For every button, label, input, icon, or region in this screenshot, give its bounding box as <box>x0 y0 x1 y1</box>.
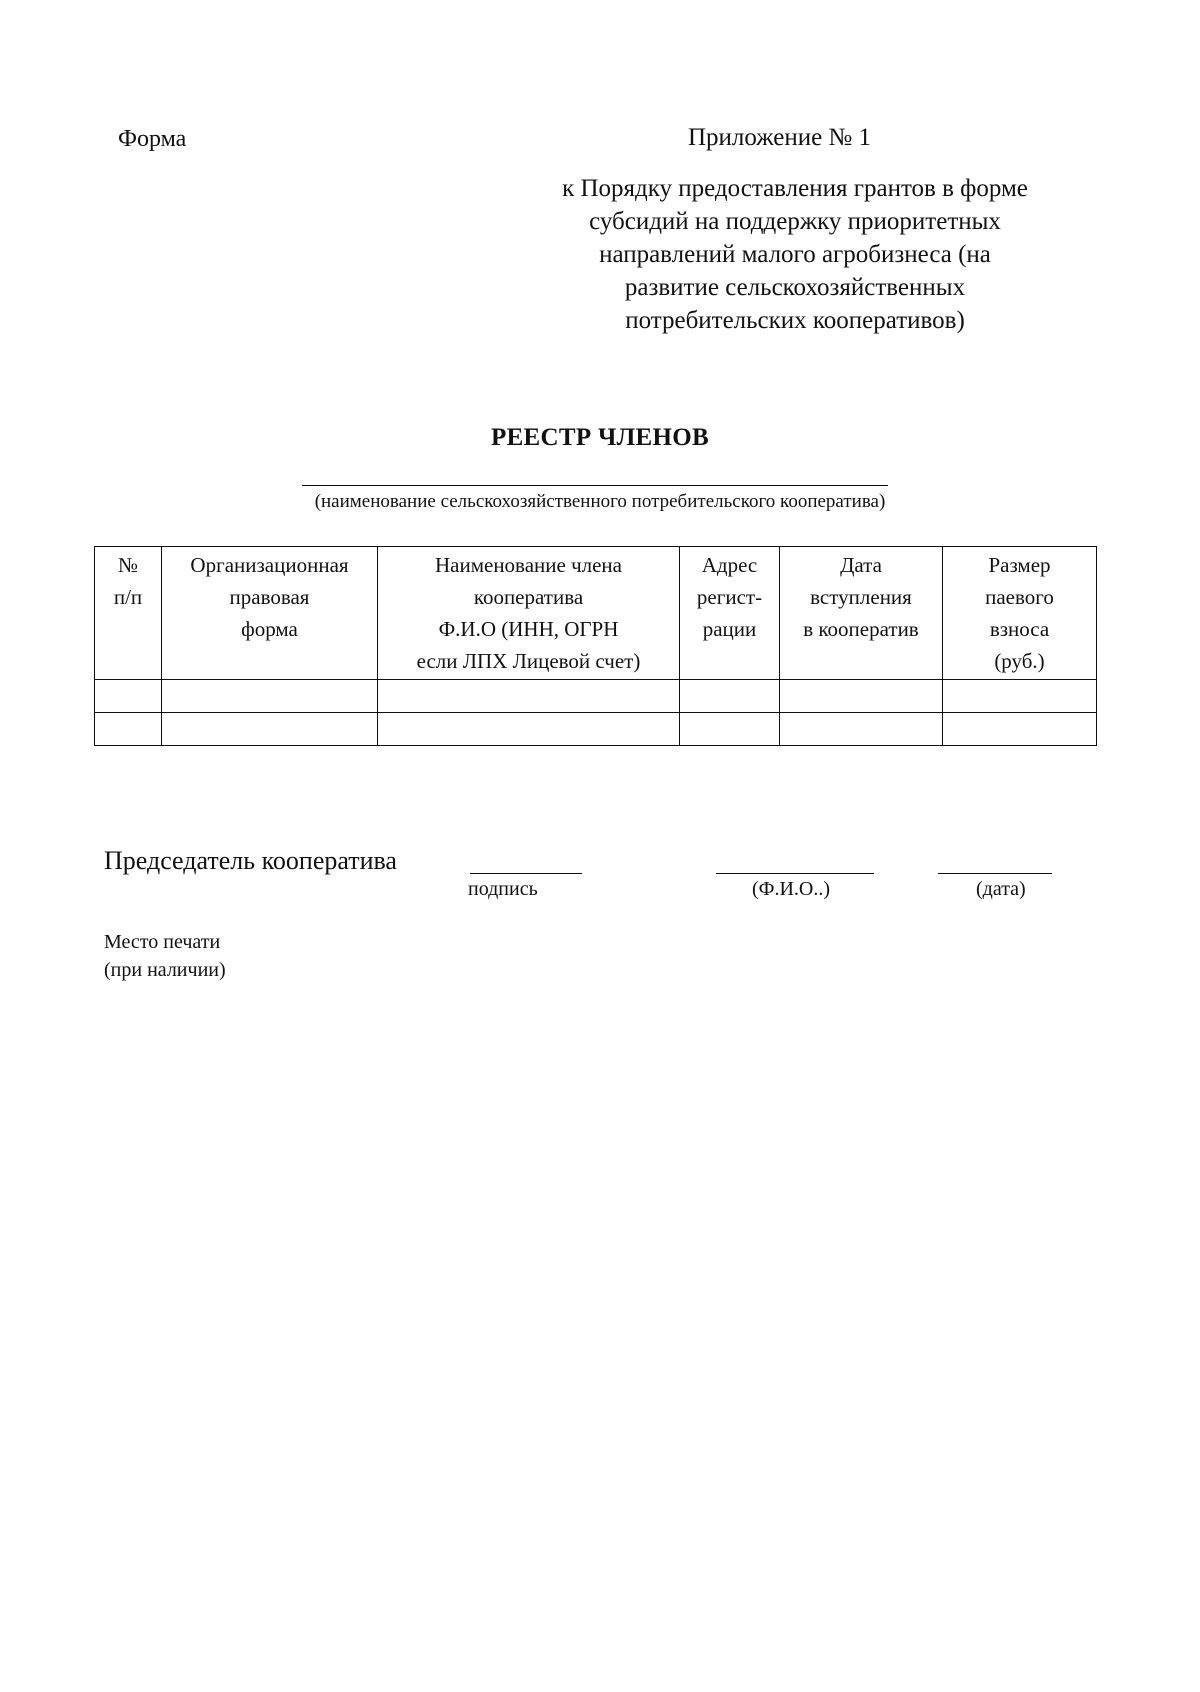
table-cell <box>378 680 680 713</box>
full-name-caption: (Ф.И.О..) <box>752 878 831 900</box>
table-row <box>95 680 1097 713</box>
appendix-line: к Порядку предоставления грантов в форме <box>562 175 1028 202</box>
members-registry-table <box>94 546 1097 746</box>
column-header-join-date: Дата вступления в кооператив <box>780 547 943 680</box>
stamp-label: Место печати <box>104 931 221 953</box>
appendix-title: Приложение № 1 <box>688 124 872 151</box>
appendix-line: развитие сельскохозяйственных <box>624 274 966 301</box>
table-cell <box>162 680 378 713</box>
table-header-row <box>95 547 1097 680</box>
date-caption: (дата) <box>976 878 1026 900</box>
cooperative-name-caption: (наименование сельскохозяйственного потребительского кооператива) <box>314 491 886 512</box>
table-cell <box>95 713 162 746</box>
column-header-member-name: Наименование члена кооператива Ф.И.О (ИНН, ОГРН если ЛПХ Лицевой счет) <box>378 547 680 680</box>
cooperative-name-line <box>302 485 888 486</box>
column-header-share-contribution: Размер паевого взноса (руб.) <box>943 547 1097 680</box>
stamp-note: (при наличии) <box>104 959 226 981</box>
table-cell <box>95 680 162 713</box>
full-name-line <box>716 873 874 874</box>
appendix-line: субсидий на поддержку приоритетных <box>589 208 1001 235</box>
table-cell <box>162 713 378 746</box>
date-line <box>938 873 1052 874</box>
column-header-number: № п/п <box>95 547 162 680</box>
appendix-line: потребительских кооперативов) <box>625 307 965 334</box>
table-cell <box>780 713 943 746</box>
table-cell <box>378 713 680 746</box>
chairman-label: Председатель кооператива <box>104 846 397 875</box>
table-cell <box>780 680 943 713</box>
column-header-address: Адрес регист- рации <box>680 547 780 680</box>
appendix-text <box>500 172 1090 337</box>
table-cell <box>680 713 780 746</box>
form-label: Форма <box>118 126 187 152</box>
column-header-legal-form: Организационная правовая форма <box>162 547 378 680</box>
stamp-place <box>104 928 226 984</box>
appendix-line: направлений малого агробизнеса (на <box>599 241 991 268</box>
table-row <box>95 713 1097 746</box>
table-cell <box>680 680 780 713</box>
registry-title: РЕЕСТР ЧЛЕНОВ <box>491 424 709 451</box>
signature-line <box>470 873 582 874</box>
table-cell <box>943 713 1097 746</box>
table-cell <box>943 680 1097 713</box>
signature-caption: подпись <box>468 878 538 900</box>
